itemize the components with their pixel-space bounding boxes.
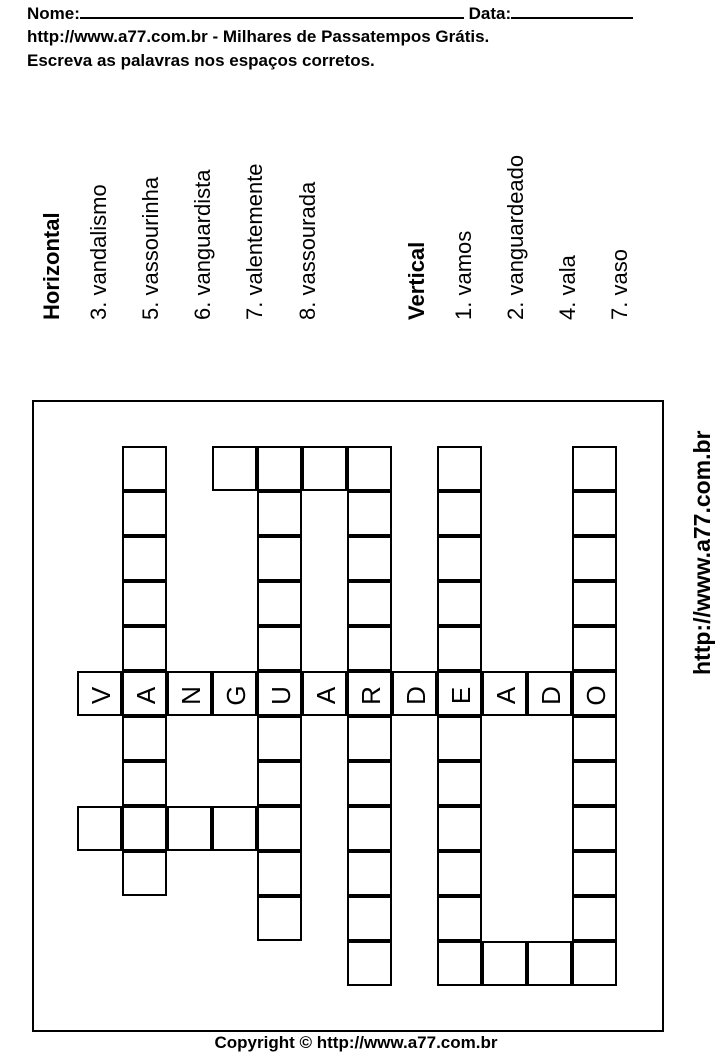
crossword-cell[interactable] xyxy=(437,716,482,761)
crossword-cell[interactable] xyxy=(122,536,167,581)
crossword-cell[interactable] xyxy=(302,446,347,491)
vertical-clue-list xyxy=(405,105,655,320)
site-line: http://www.a77.com.br - Milhares de Passatempos Grátis. xyxy=(27,27,490,46)
letter-cell[interactable] xyxy=(437,671,482,716)
horizontal-clue: 8. vassourada xyxy=(295,181,320,320)
cell-letter: A xyxy=(131,686,161,705)
crossword-cell[interactable] xyxy=(437,806,482,851)
crossword-cell[interactable] xyxy=(122,491,167,536)
letter-cell[interactable] xyxy=(347,671,392,716)
crossword-cell[interactable] xyxy=(572,491,617,536)
date-label: Data: xyxy=(468,4,512,23)
crossword-cell[interactable] xyxy=(572,446,617,491)
instructions: Escreva as palavras nos espaços corretos. xyxy=(27,51,375,70)
crossword-cell[interactable] xyxy=(437,896,482,941)
date-blank[interactable] xyxy=(511,3,633,19)
copyright-footer: Copyright © http://www.a77.com.br xyxy=(214,1033,498,1052)
crossword-cell[interactable] xyxy=(257,761,302,806)
letter-cell[interactable] xyxy=(122,671,167,716)
crossword-cell[interactable] xyxy=(572,536,617,581)
cell-letter: E xyxy=(446,686,476,705)
crossword-cell[interactable] xyxy=(347,851,392,896)
cell-letter: A xyxy=(311,686,341,705)
crossword-cell[interactable] xyxy=(347,581,392,626)
crossword-cell[interactable] xyxy=(437,491,482,536)
cell-letter: R xyxy=(356,686,386,705)
crossword-cell[interactable] xyxy=(347,761,392,806)
crossword-cell[interactable] xyxy=(572,806,617,851)
crossword-cell[interactable] xyxy=(257,896,302,941)
crossword-cell[interactable] xyxy=(572,761,617,806)
crossword-cell[interactable] xyxy=(122,446,167,491)
crossword-cell[interactable] xyxy=(347,716,392,761)
horizontal-title: Horizontal xyxy=(39,212,64,320)
crossword-cell[interactable] xyxy=(257,491,302,536)
crossword-cell[interactable] xyxy=(437,536,482,581)
crossword-cell[interactable] xyxy=(77,806,122,851)
crossword-cell[interactable] xyxy=(572,941,617,986)
crossword-cell[interactable] xyxy=(122,626,167,671)
crossword-cell[interactable] xyxy=(257,716,302,761)
crossword-cell[interactable] xyxy=(527,941,572,986)
letter-cell[interactable] xyxy=(572,671,617,716)
vertical-title: Vertical xyxy=(404,241,429,320)
letter-cell[interactable] xyxy=(527,671,572,716)
crossword-cell[interactable] xyxy=(347,446,392,491)
crossword-cell[interactable] xyxy=(212,446,257,491)
letter-cell[interactable] xyxy=(167,671,212,716)
crossword-cell[interactable] xyxy=(122,806,167,851)
crossword-cell[interactable] xyxy=(437,446,482,491)
crossword-cell[interactable] xyxy=(257,626,302,671)
crossword-cell[interactable] xyxy=(572,581,617,626)
name-date-line xyxy=(27,3,633,24)
crossword-cell[interactable] xyxy=(122,581,167,626)
crossword-cell[interactable] xyxy=(347,896,392,941)
crossword-cell[interactable] xyxy=(572,896,617,941)
crossword-cell[interactable] xyxy=(257,806,302,851)
horizontal-clue: 7. valentemente xyxy=(242,163,267,320)
crossword-cell[interactable] xyxy=(437,626,482,671)
crossword-cell[interactable] xyxy=(122,716,167,761)
crossword-cell[interactable] xyxy=(257,581,302,626)
crossword-cell[interactable] xyxy=(347,626,392,671)
crossword-cell[interactable] xyxy=(572,716,617,761)
letter-cell[interactable] xyxy=(77,671,122,716)
side-url: http://www.a77.com.br xyxy=(689,430,715,675)
letter-cell[interactable] xyxy=(482,671,527,716)
cell-letter: U xyxy=(266,686,296,705)
cell-letter: A xyxy=(491,686,521,705)
horizontal-clue: 5. vassourinha xyxy=(138,176,163,320)
name-label: Nome: xyxy=(27,4,80,23)
cell-letter: D xyxy=(401,686,431,705)
crossword-cell[interactable] xyxy=(437,851,482,896)
clue-list xyxy=(40,105,330,320)
vertical-clue: 1. vamos xyxy=(451,230,476,320)
crossword-cell[interactable] xyxy=(212,806,257,851)
horizontal-clue: 3. vandalismo xyxy=(86,184,111,320)
crossword-cell[interactable] xyxy=(347,941,392,986)
cell-letter: N xyxy=(176,686,206,705)
crossword-cell[interactable] xyxy=(257,536,302,581)
cell-letter: O xyxy=(581,685,611,706)
letter-cell[interactable] xyxy=(257,671,302,716)
crossword-cell[interactable] xyxy=(347,536,392,581)
crossword-cell[interactable] xyxy=(347,806,392,851)
crossword-cell[interactable] xyxy=(122,761,167,806)
crossword-cell[interactable] xyxy=(572,626,617,671)
name-blank[interactable] xyxy=(80,3,464,19)
crossword-cell[interactable] xyxy=(437,581,482,626)
letter-cell[interactable] xyxy=(392,671,437,716)
vertical-clue: 7. vaso xyxy=(607,249,632,320)
cell-letter: V xyxy=(86,686,116,705)
horizontal-clue: 6. vanguardista xyxy=(190,169,215,320)
cell-letter: D xyxy=(536,686,566,705)
vertical-clue: 4. vala xyxy=(555,255,580,320)
crossword-cell[interactable] xyxy=(437,941,482,986)
letter-cell[interactable] xyxy=(302,671,347,716)
cell-letter: G xyxy=(221,685,251,706)
crossword-cell[interactable] xyxy=(257,446,302,491)
crossword-cell[interactable] xyxy=(122,851,167,896)
letter-cell[interactable] xyxy=(212,671,257,716)
crossword-cell[interactable] xyxy=(167,806,212,851)
crossword-cell[interactable] xyxy=(347,491,392,536)
crossword-cell[interactable] xyxy=(572,851,617,896)
crossword-cell[interactable] xyxy=(482,941,527,986)
crossword-cell[interactable] xyxy=(257,851,302,896)
crossword-board xyxy=(32,400,664,1032)
crossword-cell[interactable] xyxy=(437,761,482,806)
vertical-clue: 2. vanguardeado xyxy=(503,154,528,320)
